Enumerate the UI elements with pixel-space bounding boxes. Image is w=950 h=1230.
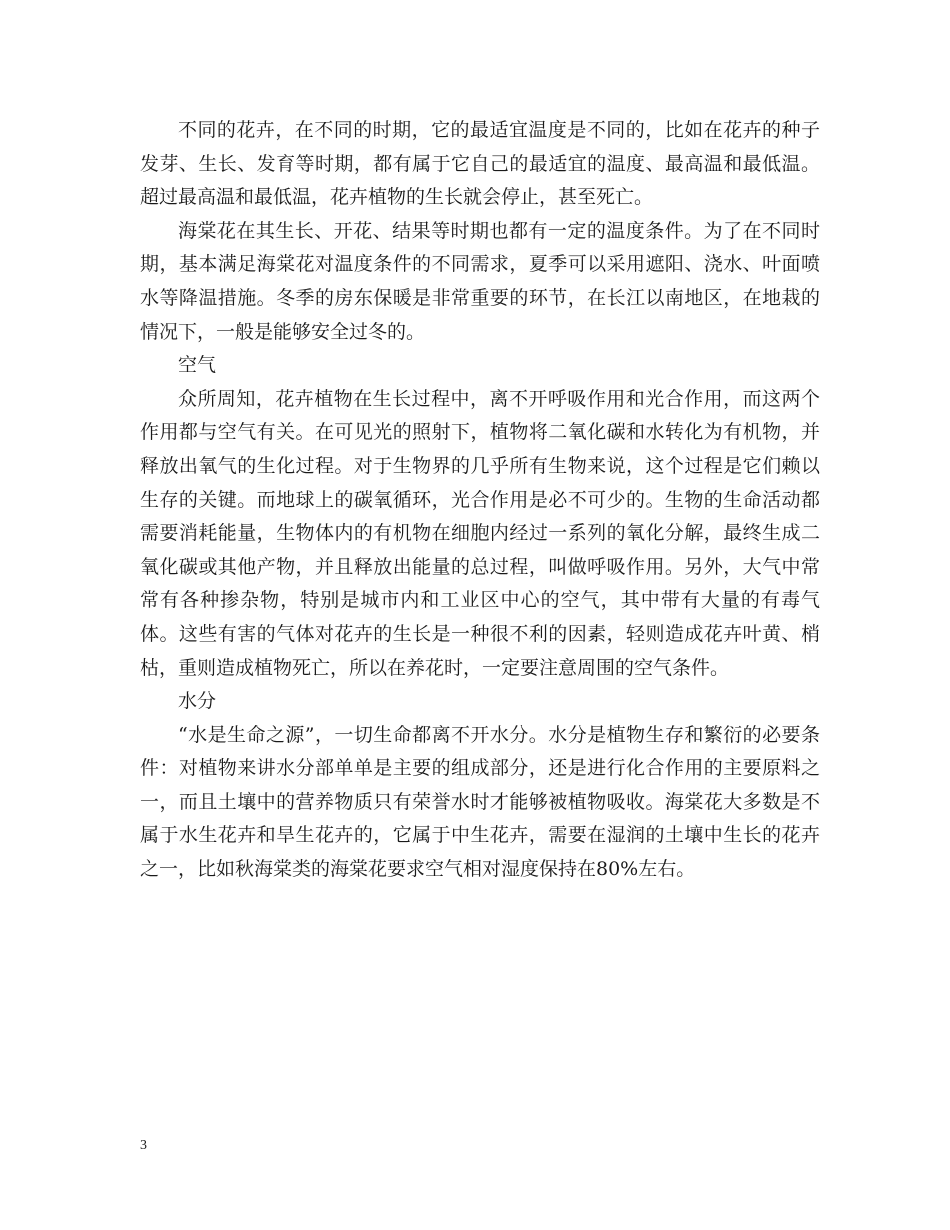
paragraph-temperature-general: 不同的花卉，在不同的时期，它的最适宜温度是不同的，比如在花卉的种子发芽、生长、发育等时期，都有属于它自己的最适宜的温度、最高温和最低温。超过最高温和最低温，花卉植物的生长就会停止，甚至死亡。: [140, 119, 820, 209]
paragraph-air: 众所周知，花卉植物在生长过程中，离不开呼吸作用和光合作用，而这两个作用都与空气有关。在可见光的照射下，植物将二氧化碳和水转化为有机物，并释放出氧气的生化过程。对于生物界的几乎所有生物来说，这个过程是它们赖以生存的关键。而地球上的碳氧循环，光合作用是必不可少的。生物的生命活动都需要消耗能量，生物体内的有机物在细胞内经过一系列的氧化分解，最终生成二氧化碳或其他产物，并且释放出能量的总过程，叫做呼吸作用。另外，大气中常常有各种掺杂物，特别是城市内和工业区中心的空气，其中带有大量的有毒气体。这些有害的气体对花卉的生长是一种很不利的因素，轻则造成花卉叶黄、梢枯，重则造成植物死亡，所以在养花时，一定要注意周围的空气条件。: [140, 387, 820, 679]
document-body: [140, 114, 820, 887]
page-number: 3: [140, 1138, 147, 1153]
paragraph-begonia-temperature: 海棠花在其生长、开花、结果等时期也都有一定的温度条件。为了在不同时期，基本满足海棠花对温度条件的不同需求，夏季可以采用遮阳、浇水、叶面喷水等降温措施。冬季的房东保暖是非常重要的环节，在长江以南地区，在地栽的情况下，一般是能够安全过冬的。: [140, 219, 820, 343]
paragraph-water: “水是生命之源”，一切生命都离不开水分。水分是植物生存和繁衍的必要条件：对植物来讲水分部单单是主要的组成部分，还是进行化合作用的主要原料之一，而且土壤中的营养物质只有荣誉水时才能够被植物吸收。海棠花大多数是不属于水生花卉和旱生花卉的，它属于中生花卉，需要在湿润的土壤中生长的花卉之一，比如秋海棠类的海棠花要求空气相对湿度保持在80%左右。: [140, 723, 820, 881]
section-heading-air: 空气: [178, 354, 217, 377]
section-heading-water: 水分: [178, 690, 217, 713]
